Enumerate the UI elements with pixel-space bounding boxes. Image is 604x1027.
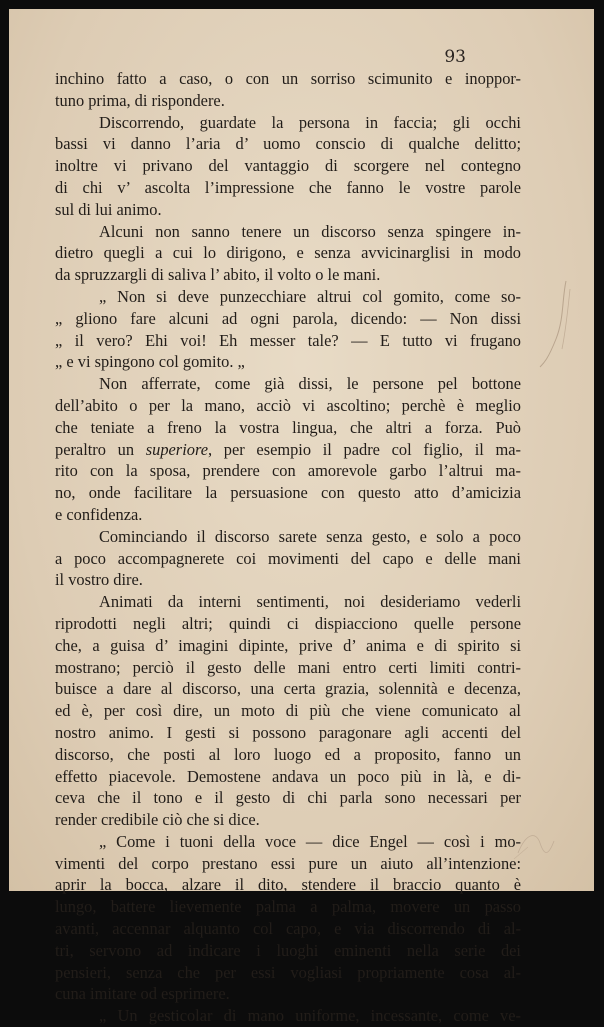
text-line: peraltro un superiore, per esempio il padre col figlio, il ma- [55,439,521,459]
text-line: bassi vi danno l’aria d’ uomo conscio di qualche delitto; [55,134,521,154]
text-line: il vostro dire. [55,570,143,590]
text-line: che, a guisa d’ imagini dipinte, prive d’ anima e di spirito si [55,635,521,655]
text-line: Alcuni non sanno tenere un discorso senza spingere in- [99,221,521,241]
text-line: dietro quegli a cui lo dirigono, e senza avvicinarglisi in modo [55,243,521,263]
text-line: cuna imitare od esprimere. [55,984,230,1004]
text-line: pensieri, senza che per essi vogliasi propriamente cosa al- [55,962,521,982]
text-line: di chi v’ ascolta l’impressione che fanno le vostre parole [55,177,521,197]
text-line: dell’abito o per la mano, acciò vi ascoltino; perchè è meglio [55,395,521,415]
text-line: „ Un gesticolar di mano uniforme, incessante, come ve- [99,1006,521,1026]
text-line: Non afferrate, come già dissi, le persone pel bottone [99,374,521,394]
text-line: inchino fatto a caso, o con un sorriso scimunito e inoppor- [55,69,521,88]
text-line: „ Come i tuoni della voce — dice Engel — così i mo- [99,831,521,851]
text-line: tri, servono ad indicare i luoghi eminenti nella serie dei [55,940,521,960]
text-line: mostrano; perciò il gesto delle mani entro certi limiti contri- [55,657,521,677]
page-number: 93 [444,47,466,67]
text-line: discorso, che posti al loro luogo ed a proposito, fanno un [55,744,521,764]
text-line: nostro animo. I gesti si possono paragonare agli accenti del [55,722,521,742]
text-line: che teniate a freno la vostra lingua, che altri a forza. Può [55,417,521,437]
text-line: ceva che il tono e il gesto di chi parla sono necessari per [55,788,521,808]
text-line: „ il vero? Ehi voi! Eh messer tale? — E tutto vi frugano [55,330,521,350]
text-line: a poco accompagnerete coi movimenti del capo e delle mani [55,548,521,568]
text-line: Discorrendo, guardate la persona in faccia; gli occhi [99,112,521,132]
text-line: effetto piacevole. Demostene andava un poco più in là, e di- [55,766,521,786]
margin-pencil-mark [536,279,576,369]
text-line: inoltre vi privano del vantaggio di scorgere nel contegno [55,156,521,176]
text-line: Cominciando il discorso sarete senza gesto, e solo a poco [99,526,521,546]
text-line: lungo, battere lievemente palma a palma, movere un passo [55,897,521,917]
text-line: Animati da interni sentimenti, noi desideriamo vederli [99,592,521,612]
text-line: rito con la sposa, prendere con amorevole garbo l’altrui ma- [55,461,521,481]
text-line: avanti, accennar alquanto col capo, e via discorrendo di al- [55,919,521,939]
text-line: e confidenza. [55,504,143,524]
text-line: „ e vi spingono col gomito. „ [55,352,245,372]
book-page [9,9,594,1026]
body-text [55,68,521,1027]
text-line: „ Non si deve punzecchiare altrui col gomito, come so- [99,286,521,306]
text-line: aprir la bocca, alzare il dito, stendere il braccio quanto è [55,875,521,895]
text-line: buisce a dare al discorso, una certa grazia, solennità e decenza, [55,679,521,699]
text-line: riprodotti negli altri; quindi ci dispiacciono quelle persone [55,613,521,633]
text-line: vimenti del corpo prestano essi pure un aiuto all’intenzione: [55,853,521,873]
text-line: tuno prima, di rispondere. [55,90,225,110]
text-line: render credibile ciò che si dice. [55,810,260,830]
text-line: da spruzzargli di saliva l’ abito, il volto o le mani. [55,265,381,285]
text-line: sul di lui animo. [55,199,162,219]
text-line: no, onde facilitare la persuasione con questo atto d’amicizia [55,483,521,503]
corner-pencil-mark [508,823,558,863]
text-line: „ gliono fare alcuni ad ogni parola, dicendo: — Non dissi [55,308,521,328]
text-line: ed è, per così dire, un moto di più che viene comunicato al [55,701,521,721]
